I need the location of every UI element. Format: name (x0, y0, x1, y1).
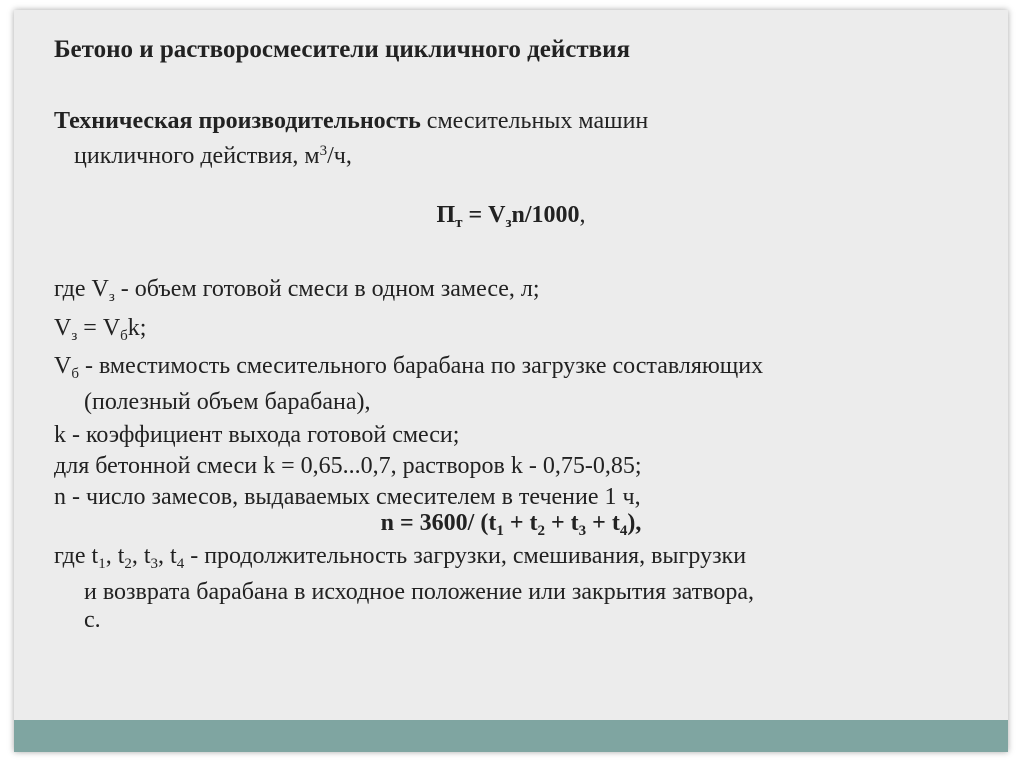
def-vz-sub: з (108, 289, 115, 305)
intro-bold-term: Техническая производительность (54, 108, 421, 134)
last-d: , t (158, 543, 177, 569)
last-b: , t (105, 543, 125, 569)
intro-cont-sup: 3 (319, 143, 328, 159)
last-s1: 1 (98, 556, 106, 572)
formula2-s4: 4 (619, 523, 628, 539)
formula-productivity (14, 202, 1008, 232)
last-cont2: с. (84, 607, 101, 633)
def-vb-b: - вместимость смесительного барабана по загрузке составляющих (78, 353, 764, 379)
bottom-decorative-bar (14, 720, 1008, 752)
formula1-comma: , (579, 202, 586, 228)
last-s4: 4 (176, 556, 185, 572)
definition-vb (54, 352, 984, 416)
definition-vz (54, 274, 984, 313)
definition-vz-eq (54, 313, 984, 352)
slide-title: Бетоно и растворосмесители цикличного действия (54, 36, 631, 63)
intro-rest: смесительных машин (420, 108, 649, 134)
formula1-p-sub: т (455, 215, 463, 231)
formula2-s3: 3 (578, 523, 587, 539)
last-cont1: и возврата барабана в исходное положение или закрытия затвора, (84, 579, 755, 605)
formula2-b: + t (503, 510, 538, 536)
last-c: , t (131, 543, 151, 569)
intro-continuation (54, 143, 352, 169)
formula1-eq: = V (462, 202, 506, 228)
formula1-p: П (436, 202, 456, 228)
def-eq-c: k; (127, 315, 147, 341)
last-s2: 2 (124, 556, 132, 572)
def-vb-sub: б (71, 366, 79, 382)
last-a: где t (54, 543, 99, 569)
formula1-v-sub: з (505, 215, 512, 231)
definition-n: n - число замесов, выдаваемых смесителем в течение 1 ч, (54, 484, 641, 510)
last-s3: 3 (150, 556, 159, 572)
intro-cont-text: цикличного действия, м (74, 143, 320, 169)
definition-k-values: для бетонной смеси k = 0,65...0,7, растворов k - 0,75-0,85; (54, 453, 642, 479)
formula2-e: ), (627, 510, 642, 536)
def-eq-sub2: б (120, 328, 128, 344)
definition-durations (54, 542, 984, 634)
def-eq-a: V (54, 315, 72, 341)
def-vz-b: - объем готовой смеси в одном замесе, л; (114, 276, 540, 302)
last-e: - продолжительность загрузки, смешивания, выгрузки (184, 543, 747, 569)
formula1-tail: n/1000 (511, 202, 580, 228)
def-eq-sub1: з (71, 328, 78, 344)
formula2-c: + t (545, 510, 579, 536)
def-eq-b: = V (77, 315, 121, 341)
formula2-d: + t (586, 510, 620, 536)
formula2-a: n = 3600/ (t (380, 510, 497, 536)
intro-paragraph (54, 106, 974, 171)
intro-cont-unit: /ч, (327, 143, 352, 169)
definitions-list (54, 274, 984, 513)
def-vb-cont: (полезный объем барабана), (84, 389, 371, 415)
formula-batches (14, 510, 1008, 540)
formula2-s2: 2 (537, 523, 545, 539)
def-vz-a: где V (54, 276, 109, 302)
formula2-s1: 1 (496, 523, 504, 539)
slide (14, 10, 1008, 752)
def-vb-a: V (54, 353, 72, 379)
definition-k: k - коэффициент выхода готовой смеси; (54, 422, 460, 448)
